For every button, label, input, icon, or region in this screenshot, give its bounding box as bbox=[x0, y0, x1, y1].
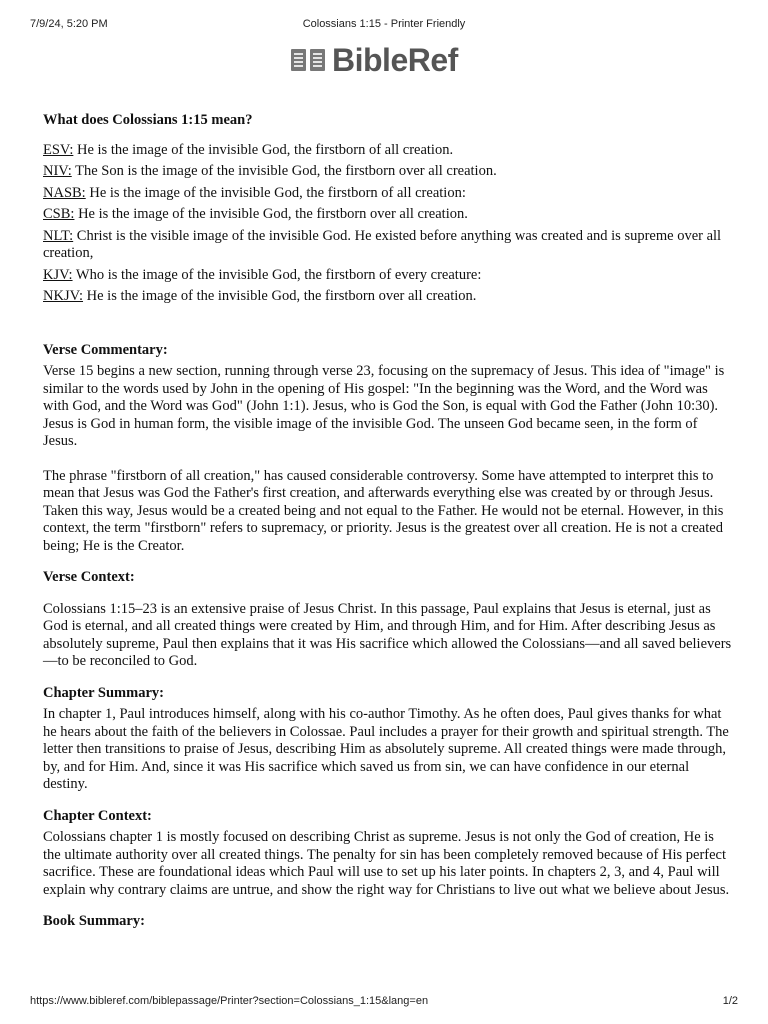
version-kjv bbox=[43, 267, 733, 285]
verse-commentary-paragraph: Verse 15 begins a new section, running through verse 23, focusing on the supremacy of Jesus. This idea of "image" is similar to the words used by John in the opening of His gospel: "In the beginning was the Word, and the Word was with God, and the Word was God" (John 1:1). Jesus, who is God the Son, is equal with God the Father (John 10:30). Jesus is God in human form, the visible image of the invisible God. The unseen God became seen, in the form of Jesus. bbox=[43, 363, 725, 449]
article-body bbox=[43, 112, 733, 935]
version-link[interactable]: KJV: bbox=[43, 266, 73, 283]
verse-commentary-paragraph: The phrase "firstborn of all creation," has caused considerable controversy. Some have attempted to interpret this to mean that Jesus was God the Father's first creation, and afterwards everything else was created by or through Jesus. Taken this way, Jesus would be a created being and not equal to the Father. He would not be eternal. However, in this context, the term "firstborn" refers to supremacy, or priority. Jesus is the greatest over all creation. He is not a created being; He is the Creator. bbox=[43, 467, 724, 554]
print-datetime: 7/9/24, 5:20 PM bbox=[30, 18, 108, 30]
logo-text: BibleRef bbox=[332, 41, 458, 78]
version-link[interactable]: NLT: bbox=[43, 227, 74, 244]
version-text: Christ is the visible image of the invisible God. He existed before anything was created and is supreme over all creation, bbox=[43, 227, 722, 261]
book-summary-heading: Book Summary: bbox=[43, 913, 145, 929]
version-link[interactable]: NKJV: bbox=[43, 288, 84, 304]
version-nkjv bbox=[43, 288, 733, 306]
version-nlt bbox=[43, 228, 733, 263]
version-text: He is the image of the invisible God, the firstborn over all creation. bbox=[74, 206, 468, 222]
chapter-summary-paragraph: In chapter 1, Paul introduces himself, along with his co-author Timothy. As he often does, Paul gives thanks for what he hears about the faith of the believers in Colossae. Paul includes a prayer for their growth and spiritual strength. The letter then transitions to praise of Jesus, describing Him as absolutely supreme. All created things were made through, by, and for Him. And, since it was His sacrifice which saved us from sin, we can have confidence in our eternal destiny. bbox=[43, 706, 729, 792]
version-link[interactable]: ESV: bbox=[43, 141, 74, 158]
version-text: The Son is the image of the invisible God, the firstborn over all creation. bbox=[71, 163, 497, 179]
chapter-context-paragraph: Colossians chapter 1 is mostly focused on describing Christ as supreme. Jesus is not only the God of creation, He is the ultimate authority over all created things. The penalty for sin has been completely removed because of His perfect sacrifice. These are foundational ideas which Paul will use to set up his later points. In chapters 2, 3, and 4, Paul will explain why contrary claims are untrue, and show the right way for Christians to live out what we believe about Jesus. bbox=[43, 829, 730, 898]
chapter-summary-heading: Chapter Summary: bbox=[43, 684, 164, 701]
chapter-context-heading: Chapter Context: bbox=[43, 807, 152, 824]
verse-context-heading: Verse Context: bbox=[43, 569, 135, 585]
print-page-title: Colossians 1:15 - Printer Friendly bbox=[302, 18, 466, 30]
verse-commentary-heading: Verse Commentary: bbox=[43, 341, 168, 358]
version-esv bbox=[43, 142, 733, 160]
print-page-number: 1/2 bbox=[722, 995, 738, 1007]
version-text: He is the image of the invisible God, the firstborn of all creation. bbox=[73, 141, 454, 158]
version-text: Who is the image of the invisible God, the firstborn of every creature: bbox=[72, 266, 482, 283]
page-question-title: What does Colossians 1:15 mean? bbox=[43, 112, 253, 128]
print-footer-url: https://www.bibleref.com/biblepassage/Printer?section=Colossians_1:15&lang=en bbox=[30, 995, 429, 1007]
open-book-icon bbox=[290, 45, 326, 75]
version-list bbox=[43, 142, 733, 306]
bibleref-logo[interactable] bbox=[290, 40, 458, 80]
version-link[interactable]: NIV: bbox=[43, 163, 72, 179]
version-niv bbox=[43, 163, 733, 181]
version-text: He is the image of the invisible God, the firstborn of all creation: bbox=[85, 184, 466, 201]
version-nasb bbox=[43, 185, 733, 203]
verse-context-paragraph: Colossians 1:15–23 is an extensive praise of Jesus Christ. In this passage, Paul explains that Jesus is eternal, just as God is eternal, and all created things were created by Him, and through Him, and for Him. After describing Jesus as absolutely supreme, Paul then explains that it was His sacrifice which allowed the Colossians—and all saved believers—to be reconciled to God. bbox=[43, 600, 732, 669]
version-link[interactable]: NASB: bbox=[43, 184, 86, 201]
version-link[interactable]: CSB: bbox=[43, 206, 75, 222]
version-text: He is the image of the invisible God, the firstborn over all creation. bbox=[83, 288, 477, 304]
version-csb bbox=[43, 206, 733, 224]
